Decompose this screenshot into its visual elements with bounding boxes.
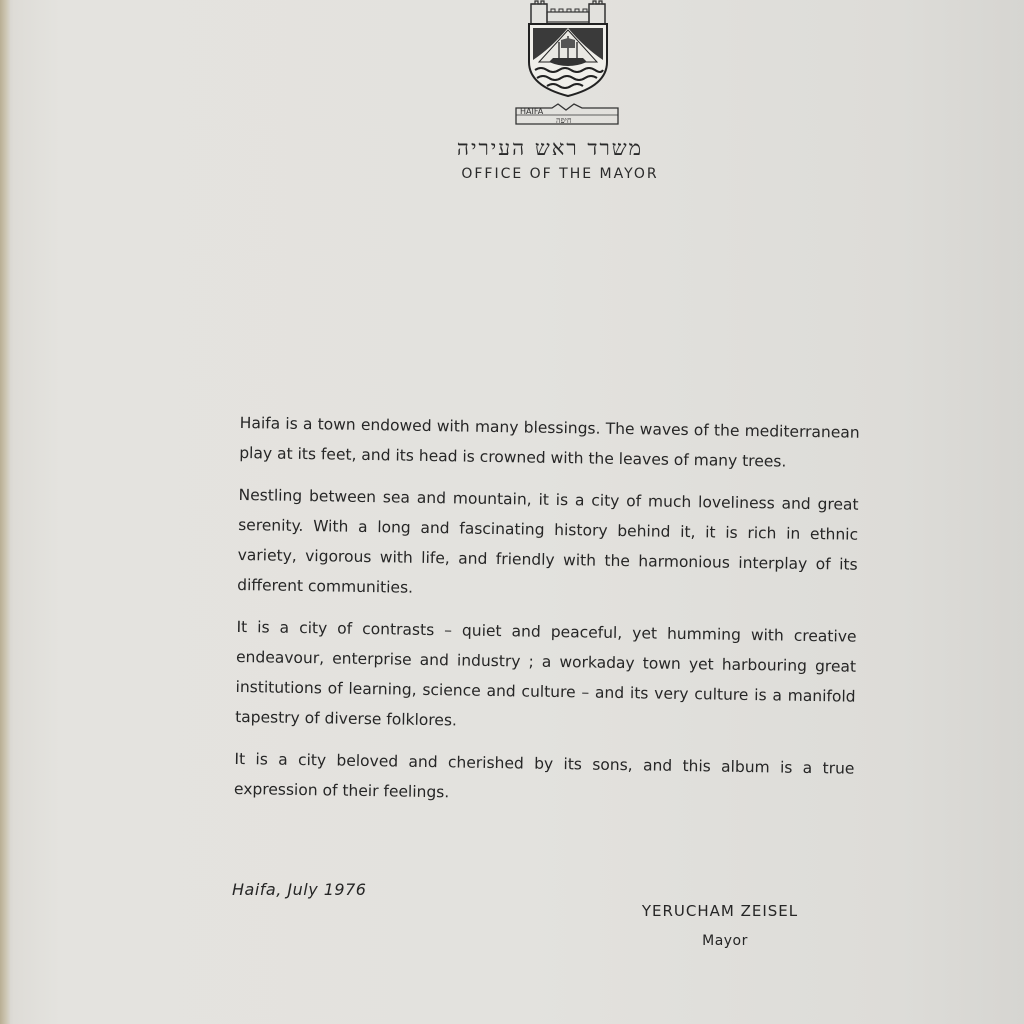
city-name-banner: [512, 102, 622, 128]
signer-title: Mayor: [702, 933, 748, 949]
banner-hebrew-text: חיפה: [556, 116, 572, 125]
signer-name: YERUCHAM ZEISEL: [641, 902, 799, 920]
paragraph: It is a city beloved and cherished by its sons, and this album is a true expression of their feelings.: [233, 749, 855, 802]
place-date: Haifa, July 1976: [232, 880, 367, 899]
paragraph: Haifa is a town endowed with many blessings. The waves of the mediterranean play at its feet, and its head is crowned with the leaves of many trees.: [239, 413, 860, 471]
office-title: OFFICE OF THE MAYOR: [461, 166, 659, 182]
city-coat-of-arms-icon: [525, 0, 611, 98]
binding-edge: [0, 0, 10, 1024]
hebrew-office-title: משרד ראש העיריה: [456, 136, 644, 160]
paragraph: It is a city of contrasts – quiet and peaceful, yet humming with creative endeavour, enterprise and industry ; a workaday town yet harbouring great institutions of learning, science and culture – and its very culture is a manifold tapestry of diverse folklores.: [235, 617, 857, 730]
banner-latin-text: HAIFA: [520, 107, 544, 116]
paragraph: Nestling between sea and mountain, it is a city of much loveliness and great serenity. With a long and fascinating history behind it, it is rich in ethnic variety, vigorous with life, and friendly with the harmonious interplay of its different communities.: [237, 485, 859, 597]
letter-body: [234, 408, 860, 826]
